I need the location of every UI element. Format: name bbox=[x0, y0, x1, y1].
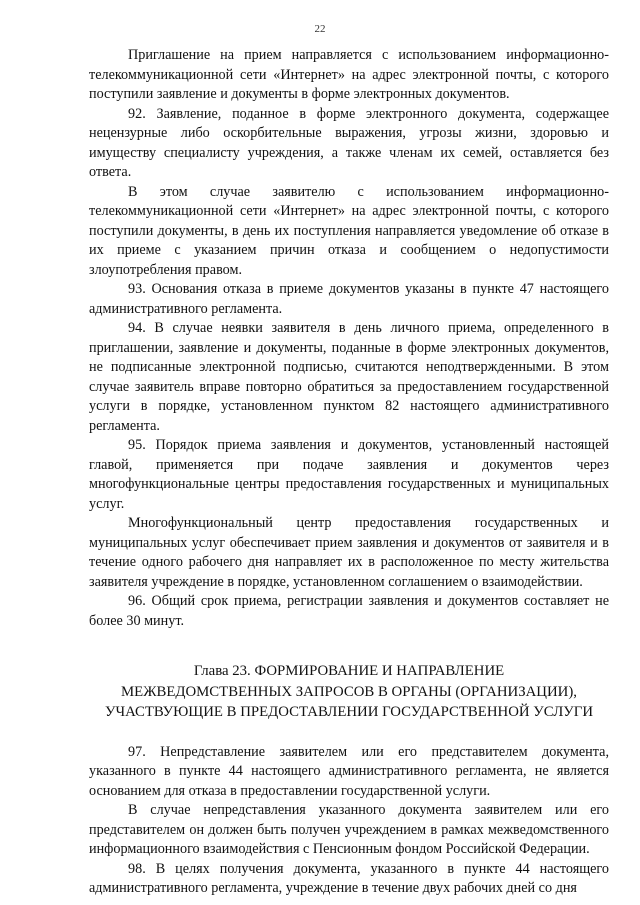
paragraph-95: 95. Порядок приема заявления и документов, установленный настоящей главой, применяется при подаче заявления и документов через многофункциональные центры предоставления государственных и муниципальных услуг. bbox=[89, 437, 609, 512]
paragraph-97: 97. Непредставление заявителем или его представителем документа, указанного в пункте 44 настоящего административного регламента, не является основанием для отказа в предоставлении государственной услуги. bbox=[89, 743, 609, 799]
document-body bbox=[89, 46, 609, 899]
chapter-heading-line-2: МЕЖВЕДОМСТВЕННЫХ ЗАПРОСОВ В ОРГАНЫ (ОРГАНИЗАЦИИ), bbox=[121, 683, 577, 700]
chapter-heading bbox=[89, 661, 609, 723]
paragraph-invitation: Приглашение на прием направляется с использованием информационно-телекоммуникационной сети «Интернет» на адрес электронной почты, с которого поступили заявление и документы в форме электронных документов. bbox=[89, 47, 609, 102]
paragraph-98: 98. В целях получения документа, указанного в пункте 44 настоящего административного регламента, учреждение в течение двух рабочих дней со дня bbox=[89, 860, 609, 896]
paragraph-94: 94. В случае неявки заявителя в день личного приема, определенного в приглашении, заявление и документы, поданные в форме электронных документов, не подписанные электронной подписью, считаются неподтвержденными. В этом случае заявитель вправе повторно обратиться за предоставлением государственной услуги в порядке, установленном пунктом 82 настоящего административного регламента. bbox=[89, 320, 609, 434]
paragraph-97-case: В случае непредставления указанного документа заявителем или его представителем он должен быть получен учреждением в рамках межведомственного информационного взаимодействия с Пенсионным фондом Российской Федерации. bbox=[89, 802, 609, 857]
paragraph-95-mfc: Многофункциональный центр предоставления государственных и муниципальных услуг обеспечивает прием заявления и документов от заявителя и в течение одного рабочего дня направляет их в расположенное по месту жительства заявителя учреждение в порядке, установленном соглашением о взаимодействии. bbox=[89, 515, 609, 590]
paragraph-96: 96. Общий срок приема, регистрации заявления и документов составляет не более 30 минут. bbox=[89, 593, 609, 629]
paragraph-92-case: В этом случае заявителю с использованием информационно-телекоммуникационной сети «Интернет» на адрес электронной почты, с которого поступили документы, в день их поступления направляется уведомление об отказе в их приеме с указанием причин отказа и сообщением о недопустимости злоупотребления правом. bbox=[89, 183, 609, 278]
paragraph-92: 92. Заявление, поданное в форме электронного документа, содержащее нецензурные либо оскорбительные выражения, угрозы жизни, здоровью и имуществу специалисту учреждения, а также членам их семей, оставляется без ответа. bbox=[89, 105, 609, 180]
chapter-heading-line-1: Глава 23. ФОРМИРОВАНИЕ И НАПРАВЛЕНИЕ bbox=[193, 663, 505, 679]
chapter-heading-line-3: УЧАСТВУЮЩИЕ В ПРЕДОСТАВЛЕНИИ ГОСУДАРСТВЕННОЙ УСЛУГИ bbox=[104, 704, 593, 720]
page-number: 22 bbox=[314, 23, 326, 35]
paragraph-93: 93. Основания отказа в приеме документов указаны в пункте 47 настоящего административного регламента. bbox=[89, 281, 609, 317]
